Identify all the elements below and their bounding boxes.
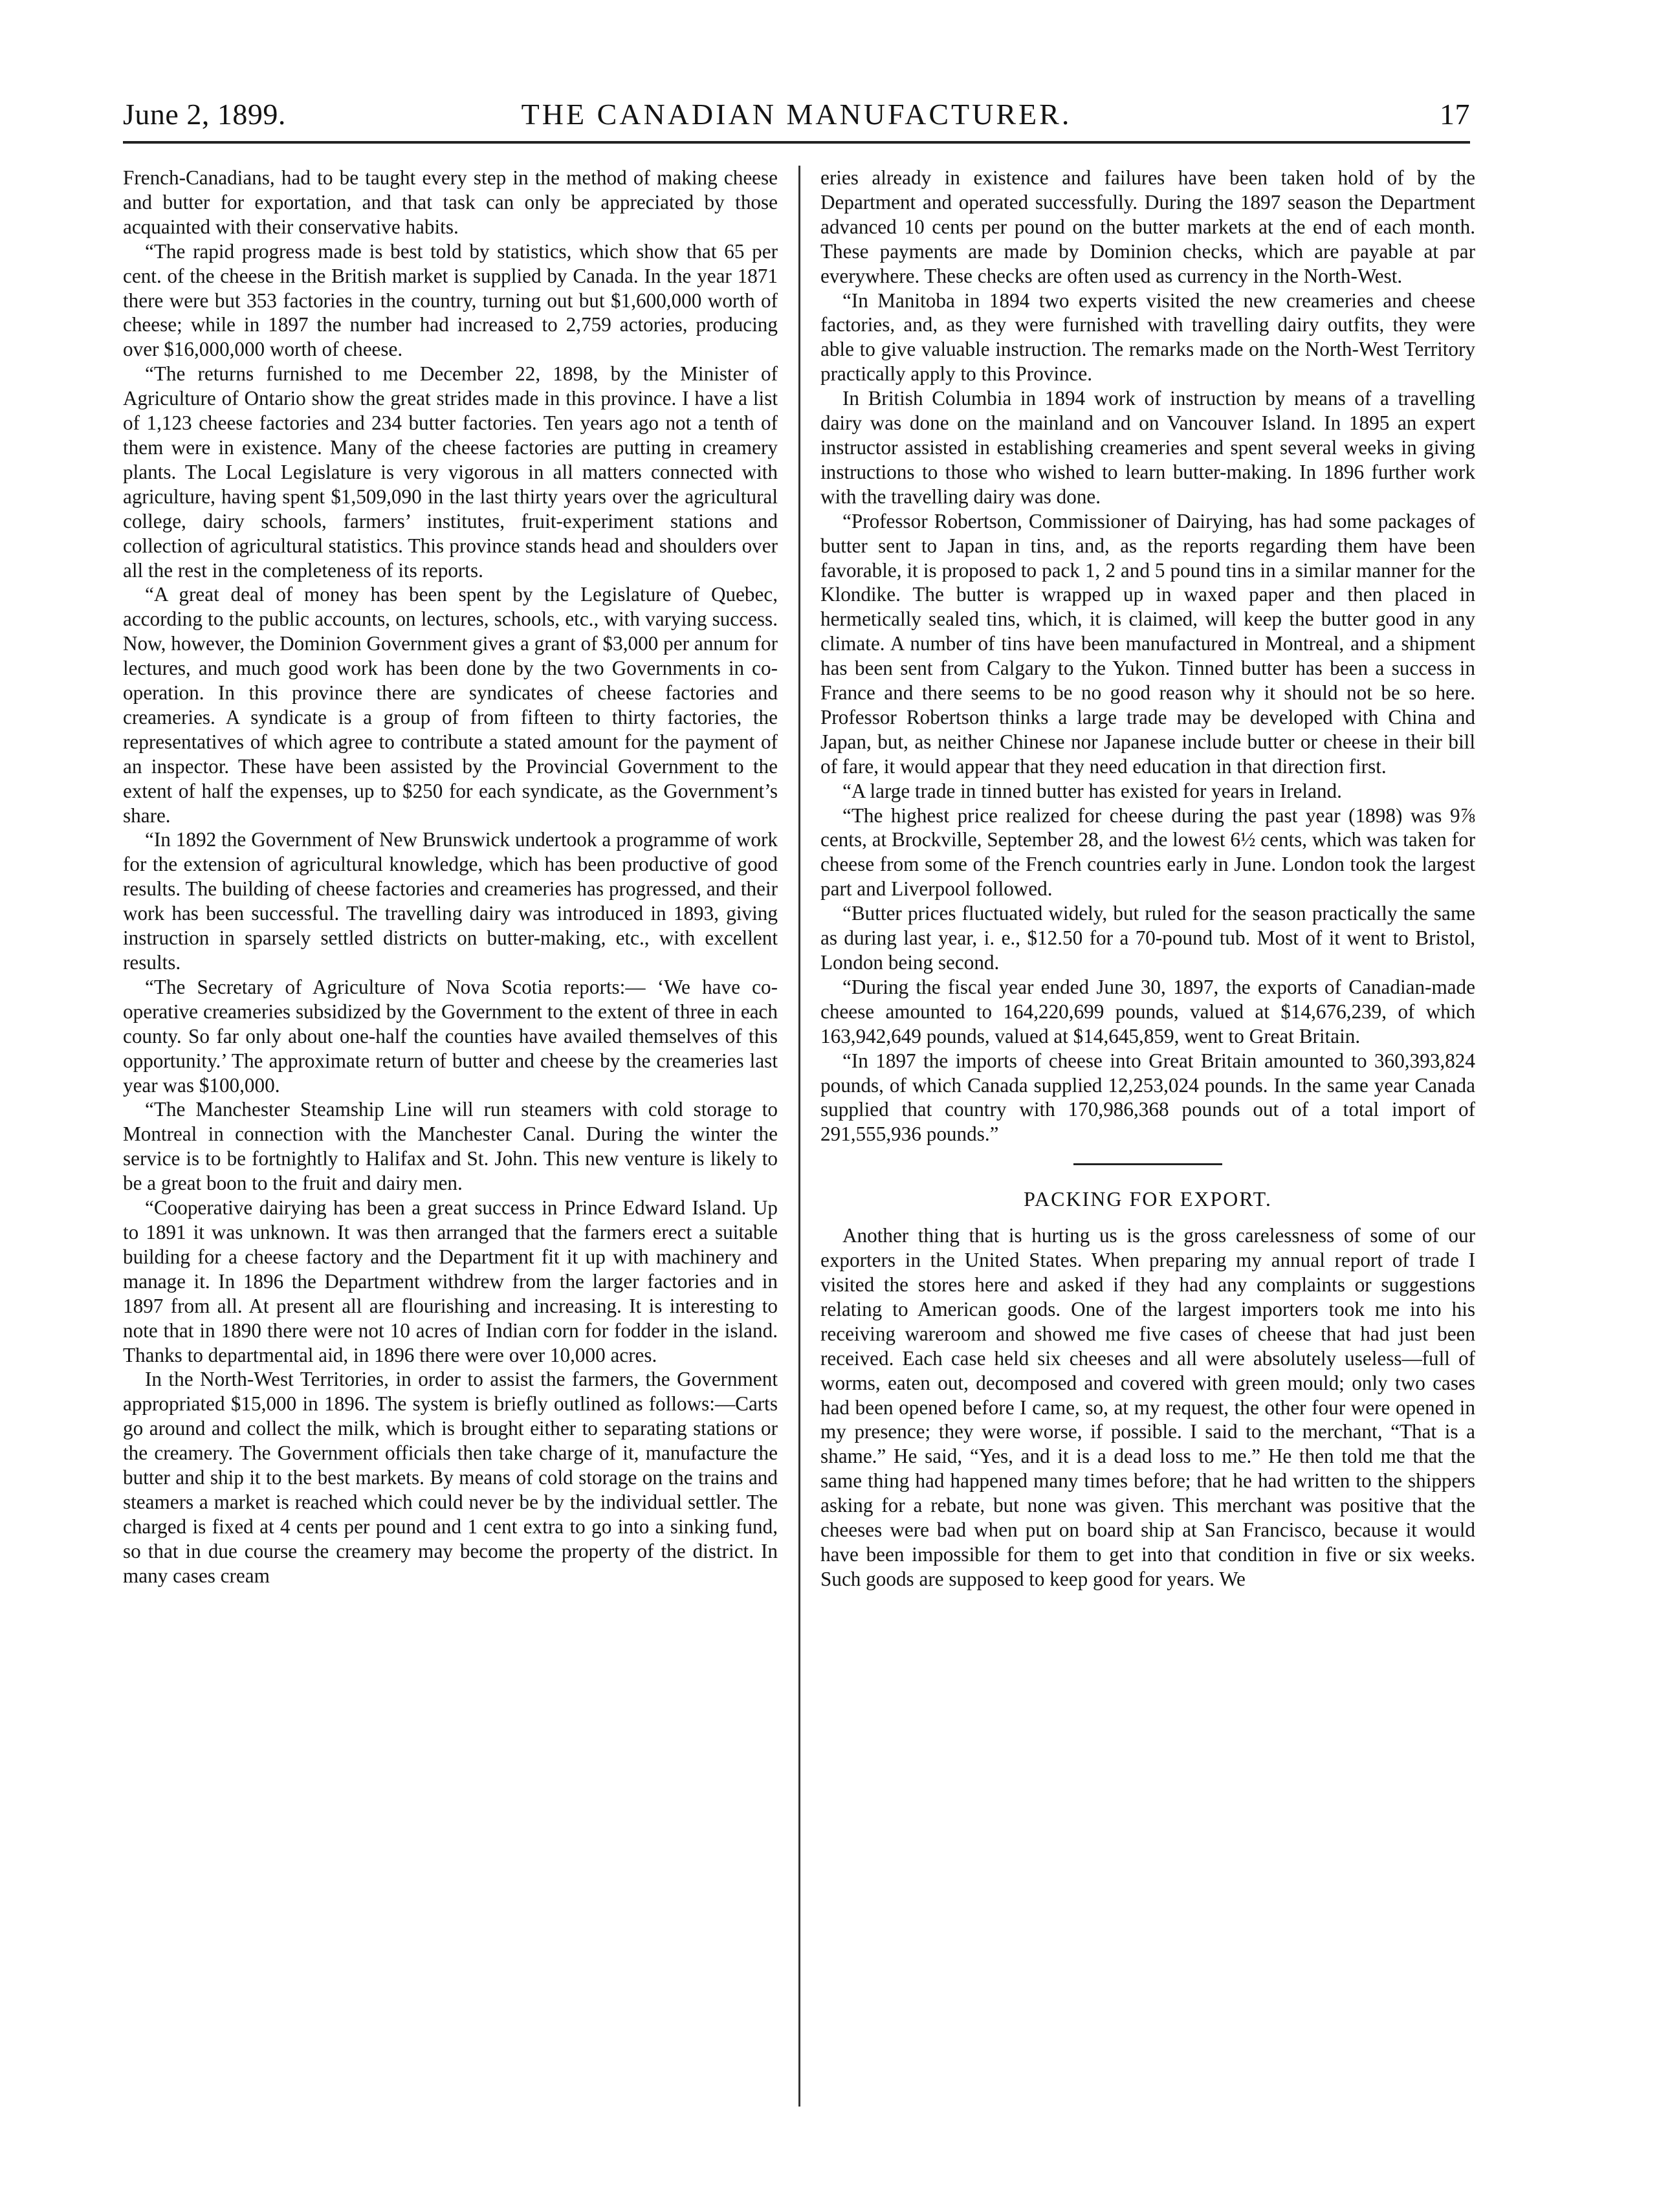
left-column [123, 166, 778, 2139]
section-divider [1073, 1163, 1222, 1165]
publication-title: THE CANADIAN MANUFACTURER. [521, 98, 1072, 131]
paragraph: “The Secretary of Agriculture of Nova Scotia reports:— ‘We have co-operative creameries subsidized by the Government to the extent of three in each county. So far only about one-half the counties have availed themselves of this opportunity.’ The approximate return of butter and cheese by the creameries last year was $100,000. [123, 975, 778, 1097]
paragraph: “Professor Robertson, Commissioner of Dairying, has had some packages of butter sent to Japan in tins, and, as the reports regarding them have been favorable, it is proposed to pack 1, 2 and 5 pound tins in a similar manner for the Klondike. The butter is wrapped up in waxed paper and then placed in hermetically sealed tins, which, it is claimed, will keep the butter good in any climate. A number of tins have been manufactured in Montreal, and a shipment has been sent from Calgary to the Yukon. Tinned butter has been a success in France and there seems to be no good reason why it should not be so here. Professor Robertson thinks a large trade may be developed with China and Japan, but, as neither Chinese nor Japanese include butter or cheese in their bill of fare, it would appear that they need education in that direction first. [820, 509, 1475, 778]
right-column [820, 166, 1475, 2139]
paragraph: “In 1892 the Government of New Brunswick undertook a programme of work for the extension of agricultural knowledge, which has been productive of good results. The building of cheese factories and creameries has progressed, and their work has been successful. The travelling dairy was introduced in 1893, giving instruction in sparsely settled districts on butter-making, etc., with excellent results. [123, 828, 778, 974]
paragraph: “A great deal of money has been spent by the Legislature of Quebec, according to the public accounts, on lectures, schools, etc., with varying success. Now, however, the Dominion Government gives a grant of $3,000 per annum for lectures, and much good work has been done by the two Governments in co-operation. In this province there are syndicates of cheese factories and creameries. A syndicate is a group of from fifteen to thirty factories, the representatives of which agree to contribute a stated amount for the payment of an inspector. These have been assisted by the Provincial Government to the extent of half the expenses, up to $250 for each syndicate, as the Government’s share. [123, 583, 778, 827]
paragraph: “A large trade in tinned butter has existed for years in Ireland. [842, 779, 1342, 802]
paragraph: “Butter prices fluctuated widely, but ruled for the season practically the same as during last year, i. e., $12.50 for a 70-pound tub. Most of it went to Bristol, London being second. [820, 902, 1475, 974]
paragraph: “The Manchester Steamship Line will run steamers with cold storage to Montreal in connection with the Manchester Canal. During the winter the service is to be fortnightly to Halifax and St. John. This new venture is likely to be a great boon to the fruit and dairy men. [123, 1098, 778, 1195]
paragraph: In British Columbia in 1894 work of instruction by means of a travelling dairy was done on the mainland and on Vancouver Island. In 1895 an expert instructor assisted in establishing creameries and spent several weeks in giving instructions to those who wished to learn butter-making. In 1896 further work with the travelling dairy was done. [820, 387, 1475, 508]
page-number: 17 [1440, 98, 1470, 131]
paragraph: “The rapid progress made is best told by statistics, which show that 65 per cent. of the cheese in the British market is supplied by Canada. In the year 1871 there were but 353 factories in the country, turning out but $1,600,000 worth of cheese; while in 1897 the number had increased to 2,759 actories, producing over $16,000,000 worth of cheese. [123, 239, 778, 361]
paragraph: eries already in existence and failures have been taken hold of by the Department and operated successfully. During the 1897 season the Department advanced 10 cents per pound on the butter markets at the end of each month. These payments are made by Dominion checks, which are payable at par everywhere. These checks are often used as currency in the North-West. [820, 166, 1475, 287]
page-header [123, 97, 1470, 142]
column-divider [798, 166, 800, 2107]
paragraph: In the North-West Territories, in order to assist the farmers, the Government appropriated $15,000 in 1896. The system is briefly outlined as follows:—Carts go around and collect the milk, which is brought either to separating stations or the creamery. The Government officials then take charge of it, manufacture the butter and ship it to the best markets. By means of cold storage on the trains and steamers a market is reached which could never be by the individual settler. The charged is fixed at 4 cents per pound and 1 cent extra to go into a sinking fund, so that in due course the creamery may become the property of the district. In many cases cream [123, 1368, 778, 1587]
paragraph: “During the fiscal year ended June 30, 1897, the exports of Canadian-made cheese amounted to 164,220,699 pounds, valued at $14,676,239, of which 163,942,649 pounds, valued at $14,645,859, went to Great Britain. [820, 975, 1475, 1047]
paragraph: “The highest price realized for cheese during the past year (1898) was 9⅞ cents, at Brockville, September 28, and the lowest 6½ cents, which was taken for cheese from some of the French countries early in June. London took the largest part and Liverpool followed. [820, 804, 1475, 901]
section-heading: PACKING FOR EXPORT. [1024, 1187, 1272, 1211]
paragraph: “The returns furnished to me December 22, 1898, by the Minister of Agriculture of Ontario show the great strides made in this province. I have a list of 1,123 cheese factories and 234 butter factories. Ten years ago not a tenth of them were in existence. Many of the cheese factories are putting in creamery plants. The Local Legislature is very vigorous in all matters connected with agriculture, having spent $1,509,090 in the last thirty years over the agricultural college, dairy schools, farmers’ institutes, fruit-experiment stations and collection of agricultural statistics. This province stands head and shoulders over all the rest in the completeness of its reports. [123, 362, 778, 582]
paragraph: “In 1897 the imports of cheese into Great Britain amounted to 360,393,824 pounds, of which Canada supplied 12,253,024 pounds. In the same year Canada supplied that country with 170,986,368 pounds out of a total import of 291,555,936 pounds.” [820, 1049, 1475, 1146]
paragraph: “Cooperative dairying has been a great success in Prince Edward Island. Up to 1891 it was unknown. It was then arranged that the farmers erect a suitable building for a cheese factory and the Department fit it up with machinery and manage it. In 1896 the Department withdrew from the larger factories and in 1897 from all. At present all are flourishing and increasing. It is interesting to note that in 1890 there were not 10 acres of Indian corn for fodder in the island. Thanks to departmental aid, in 1896 there were over 10,000 acres. [123, 1196, 778, 1366]
issue-date: June 2, 1899. [123, 98, 286, 131]
paragraph: “In Manitoba in 1894 two experts visited the new creameries and cheese factories, and, as they were furnished with travelling dairy outfits, they were able to give valuable instruction. The remarks made on the North-West Territory practically apply to this Province. [820, 289, 1475, 386]
paragraph: Another thing that is hurting us is the gross carelessness of some of our exporters in the United States. When preparing my annual report of trade I visited the stores here and asked if they had any complaints or suggestions relating to American goods. One of the largest importers took me into his receiving wareroom and showed me five cases of cheese that had just been received. Each case held six cheeses and all were absolutely useless—full of worms, eaten out, decomposed and covered with green mould; only two cases had been opened before I came, so, at my request, the other four were opened in my presence; they were worse, if possible. I said to the merchant, “That is a shame.” He said, “Yes, and it is a dead loss to me.” He then told me that the same thing had happened many times before; that he had written to the shippers asking for a rebate, but none was given. This merchant was positive that the cheeses were bad when put on board ship at San Francisco, because it would have been impossible for them to get into that condition in five or six weeks. Such goods are supposed to keep good for years. We [820, 1224, 1475, 1590]
header-rule [123, 141, 1470, 144]
paragraph: French-Canadians, had to be taught every step in the method of making cheese and butter for exportation, and that task can only be appreciated by those acquainted with their conservative habits. [123, 166, 778, 238]
